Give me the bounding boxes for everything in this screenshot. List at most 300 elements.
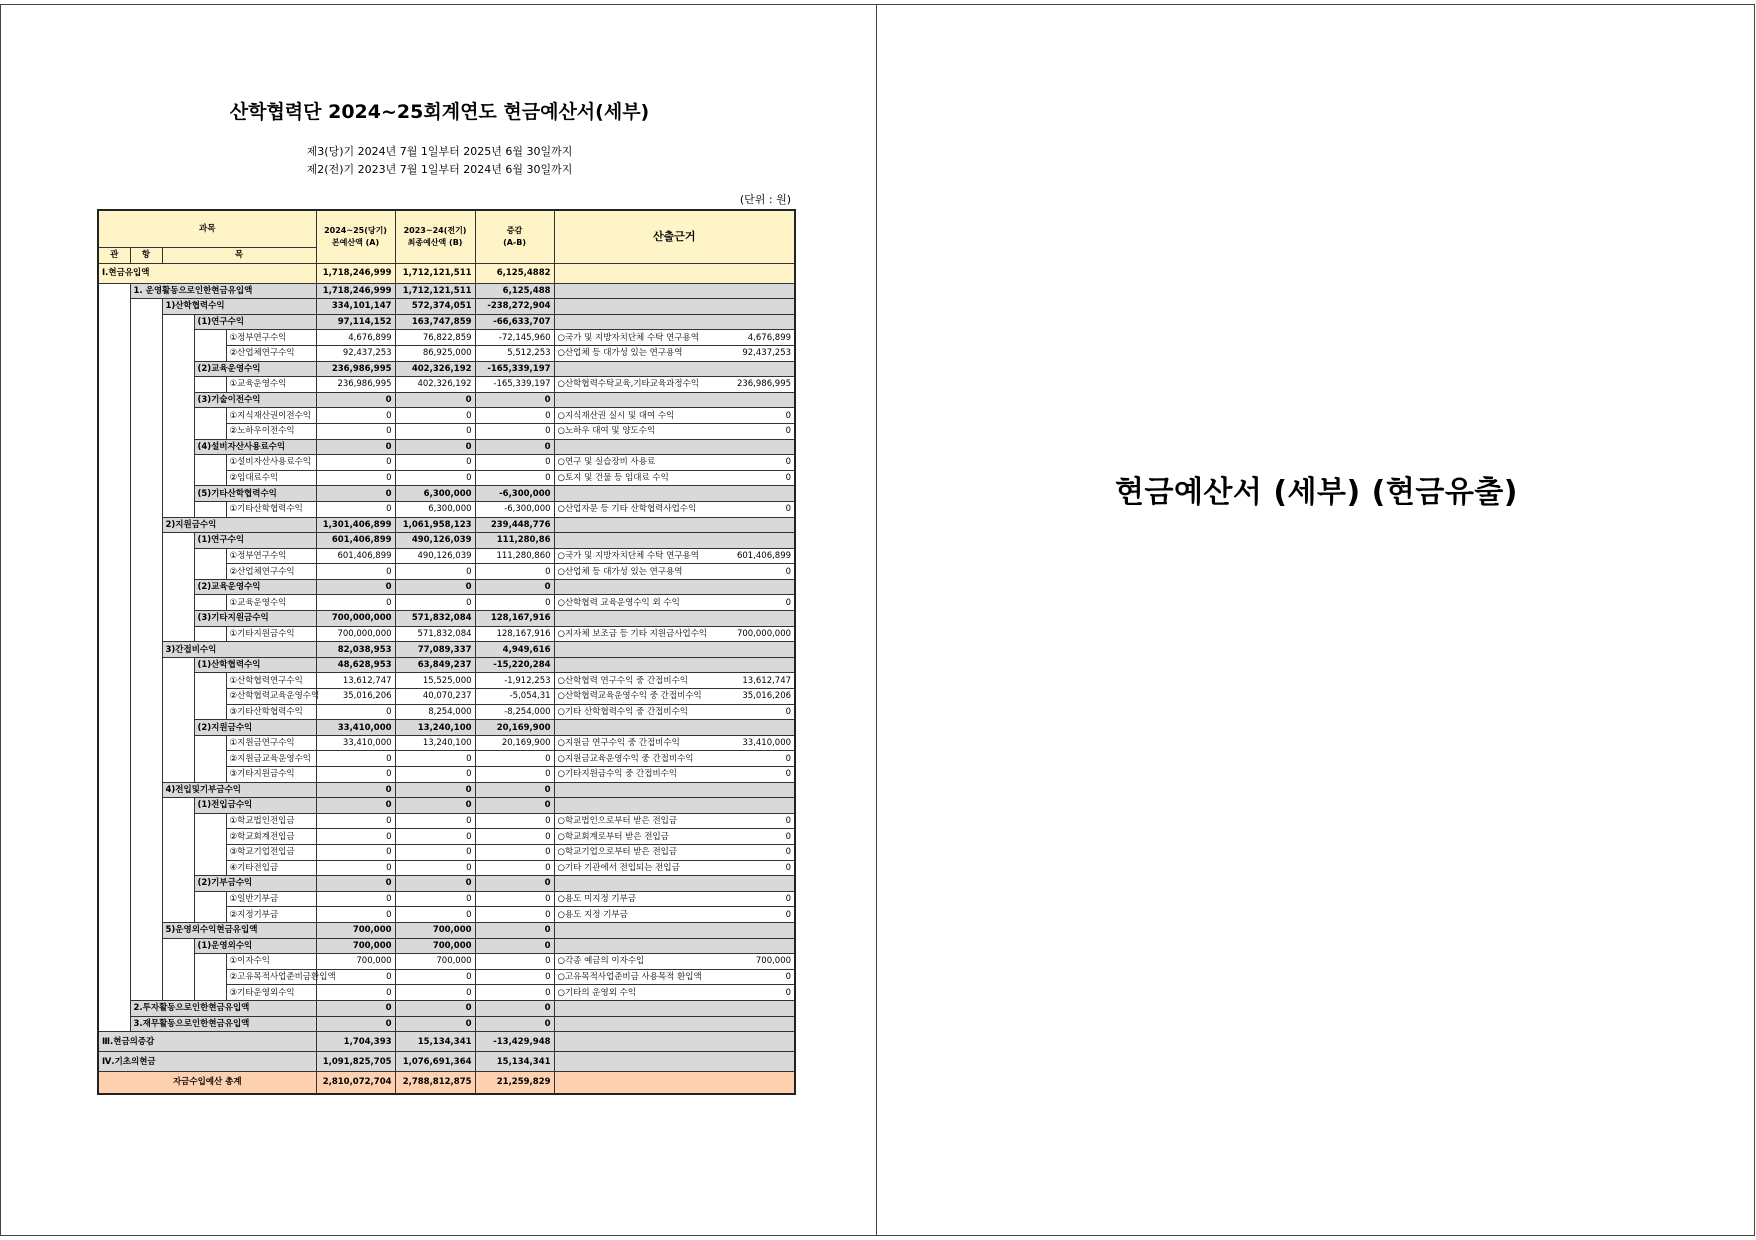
- amount-b: 0: [395, 782, 475, 798]
- basis-amount: 0: [785, 987, 792, 998]
- basis-text: ○토지 및 건물 등 임대료 수익: [557, 473, 669, 484]
- basis-text: ○지원금 연구수익 중 간접비수익: [557, 738, 680, 749]
- indent-cell: [162, 470, 194, 486]
- basis-text: ○노하우 대여 및 양도수익: [557, 426, 656, 437]
- table-row: [98, 579, 795, 595]
- table-row: [98, 735, 795, 751]
- indent-cell: [162, 844, 194, 860]
- indent-cell: [162, 548, 194, 564]
- period-current: 제3(당)기 2024년 7월 1일부터 2025년 6월 30일까지: [306, 145, 573, 158]
- amount-b: 700,000: [395, 922, 475, 938]
- basis-amount: 0: [785, 597, 792, 608]
- table-row: [98, 969, 795, 985]
- basis-amount: 0: [785, 769, 792, 780]
- amount-b: 0: [395, 1016, 475, 1032]
- indent-cell: [98, 1000, 130, 1016]
- table-row: [98, 533, 795, 549]
- indent-cell: [98, 1016, 130, 1032]
- indent-cell: [194, 735, 226, 751]
- amount-a: 35,016,206: [316, 689, 395, 705]
- amount-a: 601,406,899: [316, 533, 395, 549]
- table-row: [98, 377, 795, 393]
- indent-cell: [130, 844, 162, 860]
- indent-cell: [130, 969, 162, 985]
- row-label: ②산학협력교육운영수익: [226, 689, 316, 705]
- indent-cell: [98, 876, 130, 892]
- amount-b: 15,525,000: [395, 673, 475, 689]
- amount-a: 33,410,000: [316, 735, 395, 751]
- indent-cell: [98, 907, 130, 923]
- amount-b: 0: [395, 985, 475, 1001]
- indent-cell: [130, 595, 162, 611]
- indent-cell: [162, 985, 194, 1001]
- indent-cell: [162, 330, 194, 346]
- indent-cell: [162, 595, 194, 611]
- amount-c: 0: [475, 938, 554, 954]
- amount-c: 0: [475, 891, 554, 907]
- indent-cell: [194, 595, 226, 611]
- indent-cell: [162, 829, 194, 845]
- cash-budget-table: [97, 209, 796, 1095]
- amount-b: 0: [395, 860, 475, 876]
- basis-cell: [554, 408, 795, 424]
- basis-text: ○각종 예금의 이자수입: [557, 956, 645, 967]
- row-label: (1)운영외수익: [194, 938, 316, 954]
- indent-cell: [162, 423, 194, 439]
- amount-a: 0: [316, 408, 395, 424]
- basis-amount: 0: [785, 473, 792, 484]
- indent-cell: [194, 689, 226, 705]
- header-basis: 산출근거: [554, 210, 795, 263]
- amount-c: 6,125,488: [475, 283, 554, 299]
- amount-c: 0: [475, 564, 554, 580]
- amount-a: 0: [316, 844, 395, 860]
- indent-cell: [162, 611, 194, 627]
- amount-b: 0: [395, 408, 475, 424]
- basis-cell: [554, 673, 795, 689]
- indent-cell: [162, 673, 194, 689]
- indent-cell: [98, 470, 130, 486]
- indent-cell: [98, 361, 130, 377]
- table-row: [98, 626, 795, 642]
- amount-a: 601,406,899: [316, 548, 395, 564]
- indent-cell: [162, 969, 194, 985]
- indent-cell: [98, 345, 130, 361]
- indent-cell: [194, 408, 226, 424]
- indent-cell: [130, 907, 162, 923]
- basis-amount: 0: [785, 457, 792, 468]
- row-label: ③기타지원금수익: [226, 767, 316, 783]
- amount-b: 490,126,039: [395, 548, 475, 564]
- basis-amount: 4,676,899: [747, 332, 792, 343]
- table-row: [98, 439, 795, 455]
- indent-cell: [162, 907, 194, 923]
- table-row: [98, 423, 795, 439]
- basis-amount: 0: [785, 847, 792, 858]
- amount-b: 1,061,958,123: [395, 517, 475, 533]
- row-label: (2)지원금수익: [194, 720, 316, 736]
- row-label: 3)간접비수익: [162, 642, 316, 658]
- amount-a: 0: [316, 501, 395, 517]
- basis-cell: [554, 501, 795, 517]
- amount-b: 13,240,100: [395, 720, 475, 736]
- table-row: [98, 263, 795, 283]
- indent-cell: [98, 626, 130, 642]
- indent-cell: [194, 626, 226, 642]
- indent-cell: [130, 782, 162, 798]
- indent-cell: [130, 579, 162, 595]
- header-col-b: 2023~24(전기) 최종예산액 (B): [395, 210, 475, 263]
- indent-cell: [194, 345, 226, 361]
- indent-cell: [98, 283, 130, 299]
- row-label: ②학교회계전입금: [226, 829, 316, 845]
- indent-cell: [162, 720, 194, 736]
- table-row: [98, 985, 795, 1001]
- indent-cell: [98, 517, 130, 533]
- amount-b: 0: [395, 439, 475, 455]
- basis-text: ○학교법인으로부터 받은 전입금: [557, 816, 678, 827]
- row-label: ①지원금연구수익: [226, 735, 316, 751]
- basis-cell: [554, 626, 795, 642]
- indent-cell: [130, 876, 162, 892]
- amount-c: 5,512,253: [475, 345, 554, 361]
- indent-cell: [130, 985, 162, 1001]
- indent-cell: [194, 829, 226, 845]
- amount-c: 0: [475, 829, 554, 845]
- row-label: 2)지원금수익: [162, 517, 316, 533]
- indent-cell: [194, 751, 226, 767]
- amount-a: 700,000: [316, 954, 395, 970]
- amount-a: 0: [316, 1000, 395, 1016]
- row-label: (1)연구수익: [194, 314, 316, 330]
- amount-b: 1,076,691,364: [395, 1052, 475, 1072]
- table-row: [98, 455, 795, 471]
- amount-c: 20,169,900: [475, 735, 554, 751]
- amount-a: 0: [316, 813, 395, 829]
- basis-cell: [554, 611, 795, 627]
- indent-cell: [98, 408, 130, 424]
- basis-text: ○학교회계로부터 받은 전입금: [557, 831, 669, 842]
- basis-text: ○기타지원금수익 중 간접비수익: [557, 769, 678, 780]
- amount-c: -66,633,707: [475, 314, 554, 330]
- basis-amount: 700,000,000: [736, 628, 792, 639]
- basis-text: ○산업체 등 대가성 있는 연구용역: [557, 348, 683, 359]
- row-label: ①지식재산권이전수익: [226, 408, 316, 424]
- amount-c: 0: [475, 470, 554, 486]
- amount-b: 572,374,051: [395, 299, 475, 315]
- basis-text: ○용도 미지정 기부금: [557, 894, 637, 905]
- header-subject: 과목: [98, 210, 316, 248]
- indent-cell: [194, 969, 226, 985]
- header-col-a: 2024~25(당기) 본예산액 (A): [316, 210, 395, 263]
- basis-cell: [554, 1000, 795, 1016]
- basis-amount: 0: [785, 862, 792, 873]
- basis-cell: [554, 829, 795, 845]
- indent-cell: [162, 938, 194, 954]
- indent-cell: [130, 751, 162, 767]
- indent-cell: [130, 470, 162, 486]
- header-col-c: 증감 (A-B): [475, 210, 554, 263]
- indent-cell: [130, 330, 162, 346]
- table-row: [98, 361, 795, 377]
- indent-cell: [98, 735, 130, 751]
- indent-cell: [194, 704, 226, 720]
- basis-amount: 0: [785, 972, 792, 983]
- amount-c: -15,220,284: [475, 657, 554, 673]
- indent-cell: [98, 423, 130, 439]
- period-previous: 제2(전)기 2023년 7월 1일부터 2024년 6월 30일까지: [306, 163, 573, 176]
- indent-cell: [130, 767, 162, 783]
- amount-b: 8,254,000: [395, 704, 475, 720]
- amount-a: 0: [316, 751, 395, 767]
- amount-b: 0: [395, 470, 475, 486]
- indent-cell: [98, 689, 130, 705]
- basis-cell: [554, 392, 795, 408]
- basis-cell: [554, 283, 795, 299]
- row-label: ③기타산학협력수익: [226, 704, 316, 720]
- basis-amount: 0: [785, 410, 792, 421]
- indent-cell: [194, 377, 226, 393]
- indent-cell: [98, 704, 130, 720]
- basis-cell: [554, 642, 795, 658]
- basis-cell: [554, 345, 795, 361]
- basis-cell: [554, 891, 795, 907]
- amount-a: 700,000: [316, 922, 395, 938]
- indent-cell: [98, 595, 130, 611]
- table-row: [98, 829, 795, 845]
- basis-cell: [554, 657, 795, 673]
- basis-text: ○기타 기관에서 전입되는 전입금: [557, 862, 680, 873]
- indent-cell: [98, 330, 130, 346]
- indent-cell: [194, 455, 226, 471]
- basis-cell: [554, 922, 795, 938]
- amount-a: 700,000,000: [316, 626, 395, 642]
- indent-cell: [194, 860, 226, 876]
- indent-cell: [130, 299, 162, 315]
- amount-c: 0: [475, 844, 554, 860]
- indent-cell: [98, 767, 130, 783]
- basis-cell: [554, 782, 795, 798]
- row-label: (1)산학협력수익: [194, 657, 316, 673]
- indent-cell: [162, 486, 194, 502]
- indent-cell: [130, 564, 162, 580]
- amount-a: 0: [316, 829, 395, 845]
- indent-cell: [98, 642, 130, 658]
- amount-a: 0: [316, 564, 395, 580]
- indent-cell: [162, 579, 194, 595]
- amount-b: 571,832,084: [395, 611, 475, 627]
- basis-cell: [554, 299, 795, 315]
- indent-cell: [162, 345, 194, 361]
- indent-cell: [130, 938, 162, 954]
- basis-amount: 0: [785, 894, 792, 905]
- amount-a: 2,810,072,704: [316, 1072, 395, 1094]
- row-label: ①설비자산사용료수익: [226, 455, 316, 471]
- amount-a: 700,000,000: [316, 611, 395, 627]
- basis-amount: 0: [785, 504, 792, 515]
- amount-b: 6,300,000: [395, 501, 475, 517]
- amount-b: 15,134,341: [395, 1032, 475, 1052]
- amount-b: 6,300,000: [395, 486, 475, 502]
- basis-amount: 0: [785, 706, 792, 717]
- basis-cell: [554, 1032, 795, 1052]
- row-label: (1)전입금수익: [194, 798, 316, 814]
- indent-cell: [98, 860, 130, 876]
- amount-b: 571,832,084: [395, 626, 475, 642]
- indent-cell: [194, 330, 226, 346]
- amount-c: 20,169,900: [475, 720, 554, 736]
- amount-b: 0: [395, 844, 475, 860]
- basis-text: ○산학협력교육운영수익 중 간접비수익: [557, 691, 702, 702]
- amount-b: 1,712,121,511: [395, 283, 475, 299]
- table-row: [98, 408, 795, 424]
- row-label: (5)기타산학협력수익: [194, 486, 316, 502]
- table-row: [98, 314, 795, 330]
- amount-b: 0: [395, 969, 475, 985]
- amount-b: 0: [395, 829, 475, 845]
- left-page: [0, 4, 877, 1236]
- indent-cell: [130, 392, 162, 408]
- amount-b: 0: [395, 392, 475, 408]
- amount-a: 0: [316, 595, 395, 611]
- table-row: [98, 501, 795, 517]
- amount-a: 0: [316, 392, 395, 408]
- table-row: [98, 782, 795, 798]
- indent-cell: [162, 439, 194, 455]
- amount-b: 490,126,039: [395, 533, 475, 549]
- row-label: ①정부연구수익: [226, 330, 316, 346]
- basis-cell: [554, 735, 795, 751]
- amount-c: -1,912,253: [475, 673, 554, 689]
- amount-a: 0: [316, 985, 395, 1001]
- indent-cell: [130, 345, 162, 361]
- amount-a: 0: [316, 423, 395, 439]
- amount-a: 0: [316, 439, 395, 455]
- indent-cell: [194, 985, 226, 1001]
- amount-c: 0: [475, 907, 554, 923]
- amount-b: 0: [395, 813, 475, 829]
- indent-cell: [130, 657, 162, 673]
- amount-a: 92,437,253: [316, 345, 395, 361]
- basis-cell: [554, 985, 795, 1001]
- amount-a: 0: [316, 891, 395, 907]
- table-row: [98, 548, 795, 564]
- indent-cell: [162, 657, 194, 673]
- amount-c: 0: [475, 954, 554, 970]
- indent-cell: [130, 517, 162, 533]
- amount-c: 0: [475, 455, 554, 471]
- indent-cell: [130, 626, 162, 642]
- table-row: [98, 595, 795, 611]
- row-label: ①기타산학협력수익: [226, 501, 316, 517]
- indent-cell: [162, 751, 194, 767]
- indent-cell: [162, 689, 194, 705]
- table-row: [98, 891, 795, 907]
- amount-a: 48,628,953: [316, 657, 395, 673]
- document-title: 산학협력단 2024~25회계연도 현금예산서(세부): [229, 101, 650, 123]
- amount-a: 700,000: [316, 938, 395, 954]
- amount-c: 0: [475, 876, 554, 892]
- row-label: (4)설비자산사용료수익: [194, 439, 316, 455]
- amount-b: 0: [395, 595, 475, 611]
- indent-cell: [194, 564, 226, 580]
- amount-b: 0: [395, 798, 475, 814]
- indent-cell: [98, 829, 130, 845]
- table-row: [98, 704, 795, 720]
- outflow-section-title: 현금예산서 (세부) (현금유출): [1114, 475, 1518, 510]
- basis-text: ○산학협력 연구수익 중 간접비수익: [557, 675, 689, 686]
- row-label: I.현금유입액: [98, 263, 316, 283]
- indent-cell: [98, 922, 130, 938]
- row-label: ②노하우이전수익: [226, 423, 316, 439]
- table-row: [98, 564, 795, 580]
- row-label: ①교육운영수익: [226, 377, 316, 393]
- row-label: (2)교육운영수익: [194, 579, 316, 595]
- amount-a: 1,301,406,899: [316, 517, 395, 533]
- amount-b: 402,326,192: [395, 377, 475, 393]
- table-row: [98, 1032, 795, 1052]
- basis-amount: 0: [785, 566, 792, 577]
- amount-c: 0: [475, 392, 554, 408]
- amount-c: 0: [475, 767, 554, 783]
- basis-text: ○산학협력수탁교육,기타교육과정수익: [557, 379, 700, 390]
- basis-text: ○산학협력 교육운영수익 외 수익: [557, 597, 680, 608]
- basis-amount: 13,612,747: [742, 675, 792, 686]
- amount-a: 0: [316, 455, 395, 471]
- row-label: 자금수입예산 총계: [98, 1072, 316, 1094]
- table-row: [98, 844, 795, 860]
- indent-cell: [98, 782, 130, 798]
- basis-cell: [554, 361, 795, 377]
- indent-cell: [130, 439, 162, 455]
- amount-b: 0: [395, 891, 475, 907]
- row-label: ②지정기부금: [226, 907, 316, 923]
- amount-c: 0: [475, 782, 554, 798]
- indent-cell: [98, 486, 130, 502]
- indent-cell: [130, 377, 162, 393]
- basis-amount: 0: [785, 909, 792, 920]
- row-label: ①학교법인전입금: [226, 813, 316, 829]
- row-label: Ⅲ.현금의증감: [98, 1032, 316, 1052]
- basis-cell: [554, 517, 795, 533]
- amount-a: 0: [316, 704, 395, 720]
- basis-cell: [554, 564, 795, 580]
- indent-cell: [130, 533, 162, 549]
- amount-b: 63,849,237: [395, 657, 475, 673]
- basis-text: ○용도 지정 기부금: [557, 909, 628, 920]
- amount-a: 0: [316, 969, 395, 985]
- basis-text: ○고유목적사업준비금 사용목적 환입액: [557, 972, 702, 983]
- amount-a: 1,091,825,705: [316, 1052, 395, 1072]
- indent-cell: [130, 423, 162, 439]
- row-label: (1)연구수익: [194, 533, 316, 549]
- basis-cell: [554, 533, 795, 549]
- indent-cell: [98, 455, 130, 471]
- table-row: [98, 1000, 795, 1016]
- amount-a: 0: [316, 798, 395, 814]
- indent-cell: [98, 657, 130, 673]
- indent-cell: [98, 548, 130, 564]
- amount-c: 239,448,776: [475, 517, 554, 533]
- indent-cell: [130, 673, 162, 689]
- basis-text: ○연구 및 실습장비 사용료: [557, 457, 656, 468]
- basis-cell: [554, 455, 795, 471]
- amount-c: 111,280,860: [475, 548, 554, 564]
- indent-cell: [98, 299, 130, 315]
- table-row: [98, 907, 795, 923]
- amount-a: 33,410,000: [316, 720, 395, 736]
- indent-cell: [98, 844, 130, 860]
